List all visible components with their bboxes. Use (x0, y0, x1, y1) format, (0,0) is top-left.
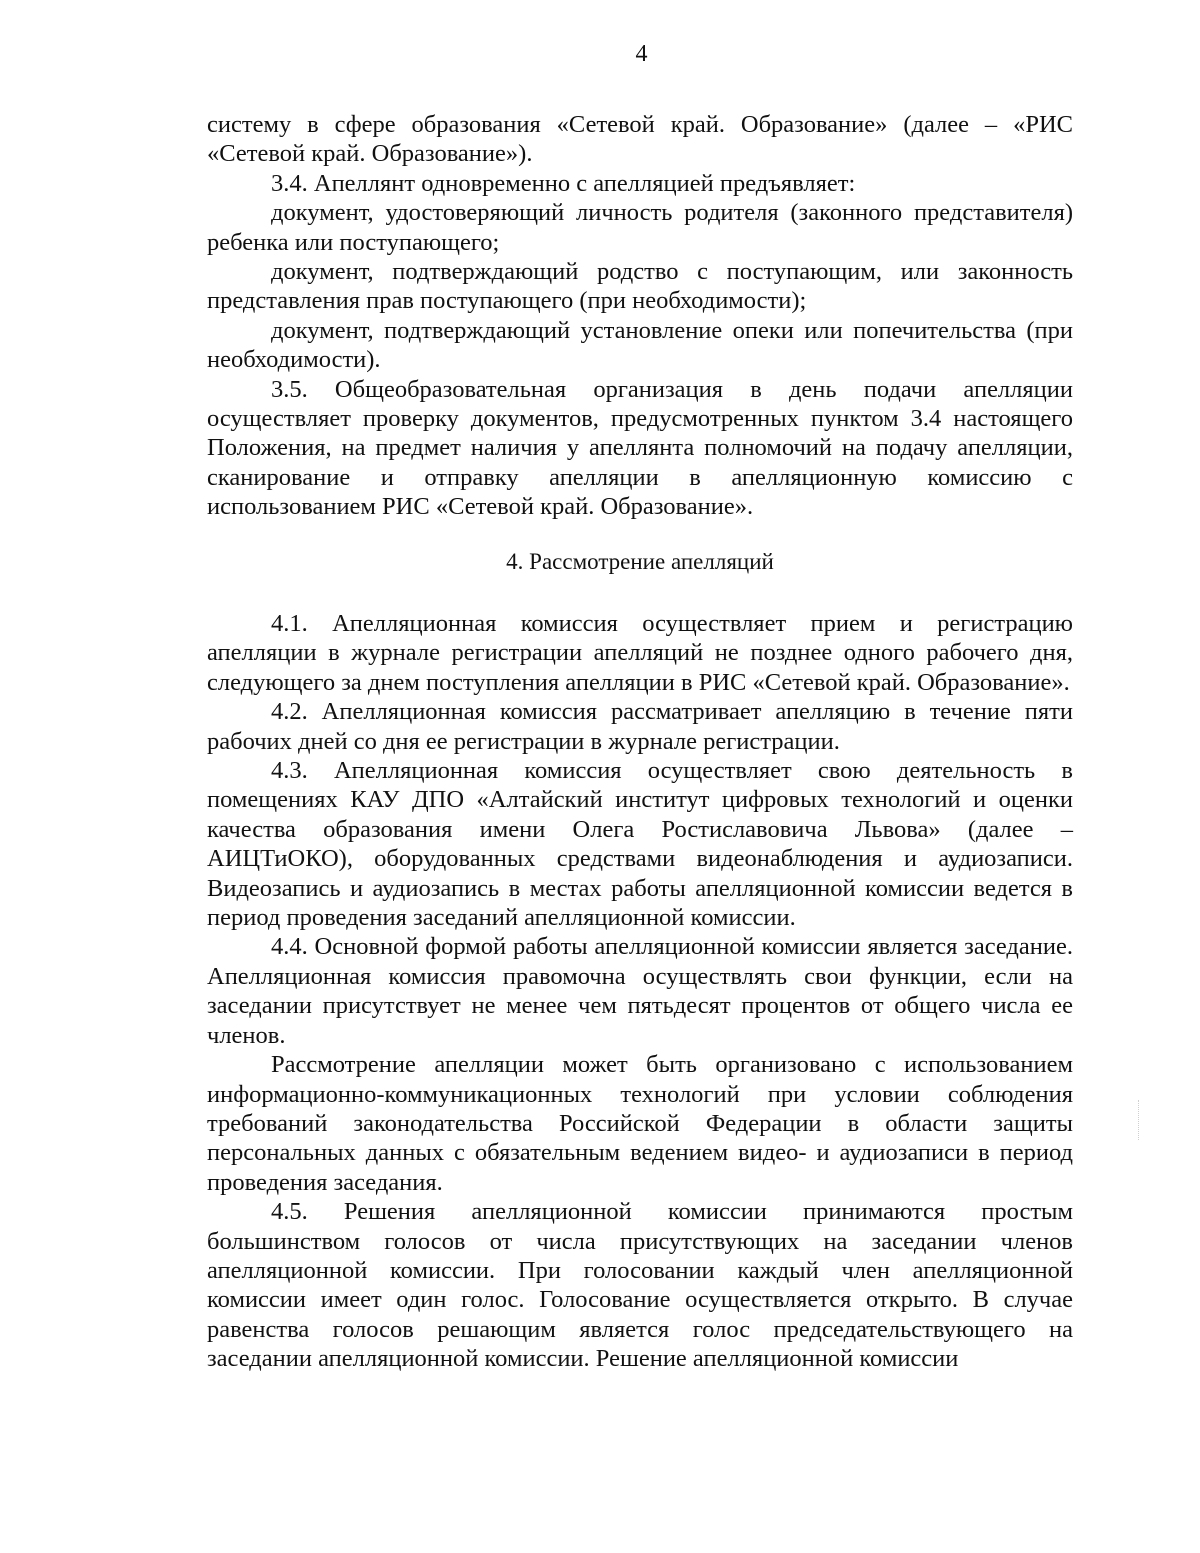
section-3-continuation (207, 110, 1073, 522)
paragraph: 4.3. Апелляционная комиссия осуществляет свою деятельность в помещениях КАУ ДПО «Алтайский институт цифровых технологий и оценки качества образования имени Олега Ростиславовича Львова» (далее – АИЦТиОКО), оборудованных средствами видеонаблюдения и аудиозаписи. Видеозапись и аудиозапись в местах работы апелляционной комиссии ведется в период проведения заседаний апелляционной комиссии. (207, 757, 1073, 932)
paragraph: 3.5. Общеобразовательная организация в день подачи апелляции осуществляет проверку документов, предусмотренных пунктом 3.4 настоящего Положения, на предмет наличия у апеллянта полномочий на подачу апелляции, сканирование и отправку апелляции в апелляционную комиссию с использованием РИС «Сетевой край. Образование». (207, 375, 1073, 521)
paragraph: 4.1. Апелляционная комиссия осуществляет прием и регистрацию апелляции в журнале регистрации апелляций не позднее одного рабочего дня, следующего за днем поступления апелляции в РИС «Сетевой край. Образование». (207, 610, 1073, 696)
paragraph: 4.2. Апелляционная комиссия рассматривает апелляцию в течение пяти рабочих дней со дня ее регистрации в журнале регистрации. (207, 698, 1073, 755)
section-heading: 4. Рассмотрение апелляций (506, 549, 774, 574)
paragraph: систему в сфере образования «Сетевой край. Образование» (далее – «РИС «Сетевой край. Образование»). (207, 111, 1073, 168)
paragraph: документ, подтверждающий родство с поступающим, или законность представления прав поступающего (при необходимости); (207, 258, 1073, 315)
paragraph: 3.4. Апеллянт одновременно с апелляцией предъявляет: (271, 169, 856, 197)
section-4-body (207, 609, 1073, 1374)
paragraph: 4.5. Решения апелляционной комиссии принимаются простым большинством голосов от числа присутствующих на заседании членов апелляционной комиссии. При голосовании каждый член апелляционной комиссии имеет один голос. Голосование осуществляется открыто. В случае равенства голосов решающим является голос председательствующего на заседании апелляционной комиссии. Решение апелляционной комиссии (207, 1198, 1073, 1373)
paragraph: Рассмотрение апелляции может быть организовано с использованием информационно-коммуникационных технологий при условии соблюдения требований законодательства Российской Федерации в области защиты персональных данных с обязательным ведением видео- и аудиозаписи в период проведения заседания. (207, 1051, 1073, 1196)
paragraph: 4.4. Основной формой работы апелляционной комиссии является заседание. Апелляционная комиссия правомочна осуществлять свои функции, если на заседании присутствует не менее чем пятьдесят процентов от общего числа ее членов. (207, 933, 1073, 1049)
page-number: 4 (635, 41, 648, 67)
paragraph: документ, удостоверяющий личность родителя (законного представителя) ребенка или поступающего; (207, 199, 1073, 256)
scan-artifact (1138, 1100, 1141, 1140)
paragraph: документ, подтверждающий установление опеки или попечительства (при необходимости). (207, 316, 1073, 374)
